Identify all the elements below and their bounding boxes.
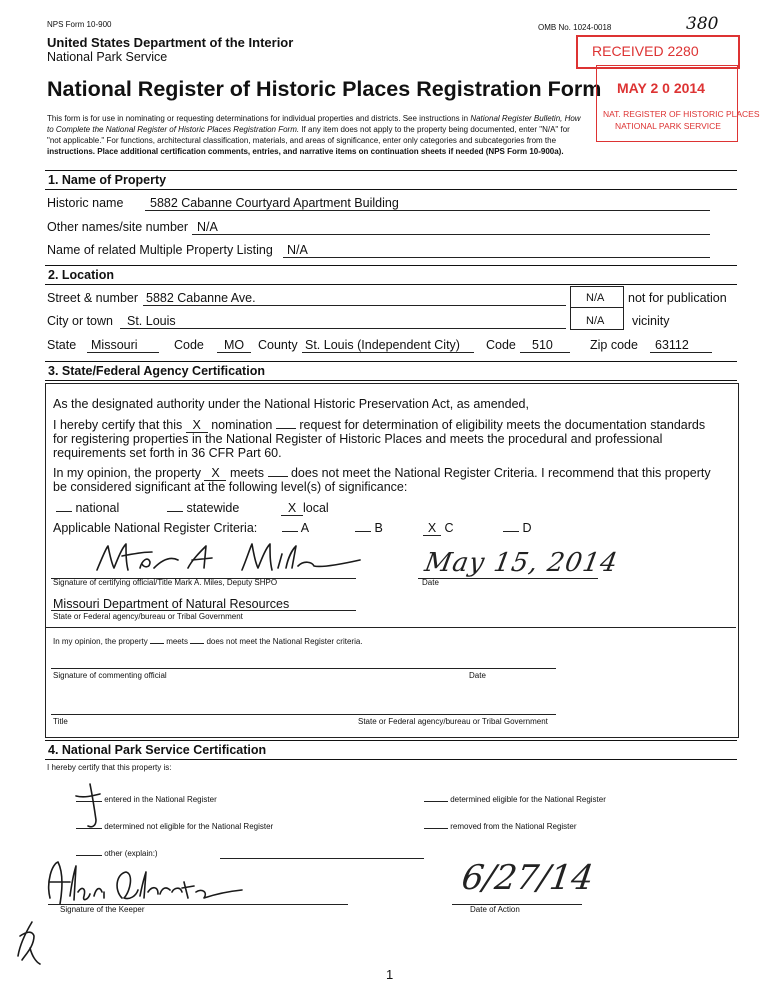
certify-date-handwritten: May 15, 2014: [422, 548, 621, 578]
county-code-label: Code: [486, 338, 516, 352]
certify-line-2: for registering properties in the National Register of Historic Places and meets the procedural and professional: [53, 432, 663, 446]
agency-value[interactable]: Missouri Department of Natural Resources: [53, 597, 290, 611]
state-value[interactable]: Missouri: [91, 338, 138, 352]
page-number: 1: [386, 967, 394, 982]
comment-signature-line: [51, 668, 556, 669]
not-meet-mark[interactable]: [268, 476, 288, 477]
nomination-mark[interactable]: X: [186, 418, 208, 433]
stamp-date: MAY 2 0 2014: [617, 80, 705, 96]
street-line: [143, 305, 566, 306]
county-line: [302, 352, 474, 353]
criteria-label: Applicable National Register Criteria:: [53, 521, 258, 535]
zip-label: Zip code: [590, 338, 638, 352]
agency-name: National Park Service: [47, 50, 168, 64]
county-code-line: [520, 352, 570, 353]
comment-date-label: Date: [469, 671, 486, 680]
meets-mark[interactable]: X: [204, 466, 226, 481]
comment-signature-label: Signature of commenting official: [53, 671, 167, 680]
criteria-a-mark[interactable]: [282, 531, 298, 532]
opinion2-not-meet-mark[interactable]: [190, 643, 204, 644]
city-value[interactable]: St. Louis: [127, 314, 176, 328]
certify-line-3: requirements set forth in 36 CFR Part 60.: [53, 446, 282, 460]
street-label: Street & number: [47, 291, 139, 305]
criteria-a: A: [282, 521, 309, 535]
keeper-label: Signature of the Keeper: [60, 905, 145, 914]
county-label: County: [258, 338, 298, 352]
local-mark[interactable]: X: [281, 501, 303, 516]
not-for-publication-label: not for publication: [628, 291, 727, 305]
certifying-signature: [92, 538, 362, 578]
action-date-label: Date of Action: [470, 905, 520, 914]
section-2-header: 2. Location: [45, 265, 737, 285]
other-names-label: Other names/site number: [47, 220, 189, 234]
level-statewide: statewide: [167, 501, 239, 515]
intro-line-3: "not applicable." For functions, architectural classification, materials, and areas of significance, enter only categories and subcategories from the: [47, 136, 557, 145]
criteria-c: X C: [423, 521, 454, 536]
other-names-line: [192, 234, 710, 235]
vicinity-label: vicinity: [632, 314, 670, 328]
code-label: Code: [174, 338, 204, 352]
signature-label: Signature of certifying official/Title Mark A. Miles, Deputy SHPO: [53, 578, 278, 587]
section-3-divider: [46, 627, 736, 628]
statewide-mark[interactable]: [167, 511, 183, 512]
option-removed: removed from the National Register: [424, 822, 577, 831]
title-label: Title: [53, 717, 68, 726]
code-line: [217, 352, 251, 353]
na-vicinity[interactable]: N/A: [586, 315, 605, 327]
form-number: NPS Form 10-900: [47, 20, 112, 29]
county-value[interactable]: St. Louis (Independent City): [305, 338, 460, 352]
option-other: other (explain:): [76, 849, 158, 858]
opinion2-meets-mark[interactable]: [150, 643, 164, 644]
certify-property-text: I hereby certify that this property is:: [47, 763, 172, 772]
national-mark[interactable]: [56, 511, 72, 512]
opinion-line-1: In my opinion, the property X meets does not meet the National Register Criteria. I recommend that this property: [53, 466, 711, 480]
agency-line: [51, 610, 356, 611]
received-stamp: [576, 35, 740, 69]
opinion2-line: In my opinion, the property meets does not meet the National Register criteria.: [53, 637, 363, 646]
state-label: State: [47, 338, 77, 352]
title-line: [51, 714, 556, 715]
option-eligible: determined eligible for the National Register: [424, 795, 606, 804]
code-value[interactable]: MO: [224, 338, 245, 352]
mpl-line: [283, 257, 710, 258]
option-entered: entered in the National Register: [76, 795, 217, 804]
criteria-b-mark[interactable]: [355, 531, 371, 532]
date-line: [418, 578, 598, 579]
level-national: national: [56, 501, 119, 515]
stamp-register: NAT. REGISTER OF HISTORIC PLACES: [603, 109, 760, 119]
city-line: [120, 328, 566, 329]
agency-label: State or Federal agency/bureau or Tribal Government: [53, 612, 243, 621]
historic-name-line: [145, 210, 710, 211]
omb-number: OMB No. 1024-0018: [538, 23, 612, 32]
received-stamp-text: RECEIVED 2280: [592, 43, 699, 59]
mpl-label: Name of related Multiple Property Listing: [47, 243, 273, 257]
request-mark[interactable]: [276, 428, 296, 429]
other-names-value[interactable]: N/A: [197, 220, 218, 234]
na-publication[interactable]: N/A: [586, 292, 605, 304]
na-box-divider: [570, 307, 624, 308]
certify-line-1: I hereby certify that this X nomination request for determination of eligibility meets the documentation standards: [53, 418, 706, 432]
criteria-d: D: [503, 521, 532, 535]
historic-name-value[interactable]: 5882 Cabanne Courtyard Apartment Building: [150, 196, 399, 210]
intro-line-2: to Complete the National Register of Historic Places Registration Form. If any item does not apply to the property being documented, enter "N/A" for: [47, 125, 570, 134]
page-title: National Register of Historic Places Registration Form: [47, 77, 602, 101]
handwritten-number: 380: [686, 14, 719, 34]
criteria-b: B: [355, 521, 383, 535]
intro-line-1: This form is for use in nominating or requesting determinations for individual properties and districts. See instructions in National Register Bulletin, How: [47, 114, 581, 123]
signature-date-label: Date: [422, 578, 439, 587]
removed-mark[interactable]: [424, 828, 448, 829]
zip-value[interactable]: 63112: [655, 338, 689, 352]
option-not-eligible: determined not eligible for the National Register: [76, 822, 273, 831]
opinion-line-2: be considered significant at the following level(s) of significance:: [53, 480, 408, 494]
section-1-header: 1. Name of Property: [45, 170, 737, 190]
intro-line-4: instructions. Place additional certification comments, entries, and narrative items on continuation sheets if needed (NPS Form 10-900a).: [47, 147, 564, 156]
action-date-handwritten: 6/27/14: [459, 858, 596, 898]
agency-label-2: State or Federal agency/bureau or Tribal Government: [358, 717, 548, 726]
level-local: X local: [281, 501, 329, 516]
department-name: United States Department of the Interior: [47, 35, 294, 50]
zip-line: [650, 352, 712, 353]
not-eligible-mark[interactable]: [76, 828, 102, 829]
criteria-c-mark[interactable]: X: [423, 521, 441, 536]
stamp-service: NATIONAL PARK SERVICE: [615, 121, 721, 131]
section-4-header: 4. National Park Service Certification: [45, 740, 737, 760]
county-code-value[interactable]: 510: [532, 338, 553, 352]
date-stamp: [596, 65, 760, 142]
historic-name-label: Historic name: [47, 196, 124, 210]
criteria-d-mark[interactable]: [503, 531, 519, 532]
street-value[interactable]: 5882 Cabanne Ave.: [146, 291, 256, 305]
eligible-mark[interactable]: [424, 801, 448, 802]
authority-text: As the designated authority under the National Historic Preservation Act, as amended,: [53, 397, 529, 411]
city-label: City or town: [47, 314, 113, 328]
mpl-value[interactable]: N/A: [287, 243, 308, 257]
section-3-header: 3. State/Federal Agency Certification: [45, 361, 737, 381]
state-line: [87, 352, 159, 353]
